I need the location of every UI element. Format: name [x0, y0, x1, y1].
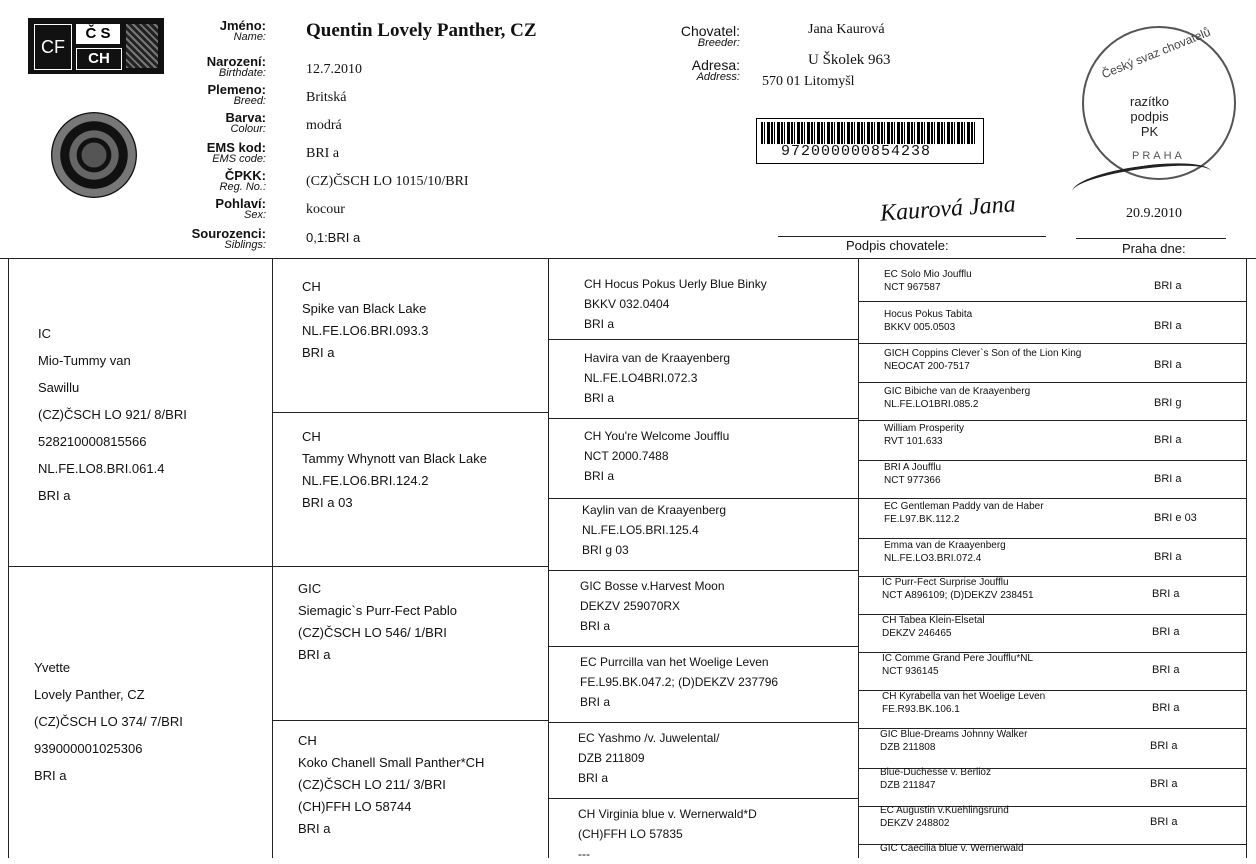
- ggg-entry: Hocus Pokus Tabita BKKV 005.0503 BRI a: [884, 309, 1182, 333]
- great-grandparent: CH Virginia blue v. Wernerwald*D (CH)FFH LO 57835 ---: [578, 807, 757, 861]
- pedigree-table: [0, 258, 1256, 861]
- stamp-city: PRAHA: [1132, 150, 1185, 162]
- sex: kocour: [306, 202, 345, 217]
- ggg-entry: Blue-Duchesse v. Berlioz DZB 211847 BRI a: [880, 767, 1178, 791]
- dam: Yvette Lovely Panther, CZ (CZ)ČSCH LO 374/ 7/BRI 939000001025306 BRI a: [34, 660, 183, 783]
- cat-name: Quentin Lovely Panther, CZ: [306, 20, 537, 41]
- reg-number: (CZ)ČSCH LO 1015/10/BRI: [306, 174, 469, 189]
- logo-ch: CH: [76, 48, 122, 70]
- great-grandparent: Havira van de Kraayenberg NL.FE.LO4BRI.072.3 BRI a: [584, 351, 731, 405]
- breed: Britská: [306, 90, 347, 105]
- ggg-entry: CH Kyrabella van het Woelige Leven FE.R93.BK.106.1 BRI a: [882, 691, 1180, 715]
- ggg-entry: EC Augustin v.Kuehlingsrund DEKZV 248802 BRI a: [880, 805, 1178, 829]
- great-grandparent: Kaylin van de Kraayenberg NL.FE.LO5.BRI.125.4 BRI g 03: [582, 503, 727, 557]
- label-birthdate: Narození: Birthdate:: [206, 54, 266, 79]
- label-siblings: Sourozenci: Siblings:: [191, 226, 266, 251]
- grandparent: CH Spike van Black Lake NL.FE.LO6.BRI.093.3 BRI a: [302, 279, 429, 360]
- breeder-label: Chovatel: Breeder:: [680, 23, 740, 49]
- ggg-entry: IC Purr-Fect Surprise Joufflu NCT A896109; (D)DEKZV 238451 BRI a: [882, 577, 1180, 601]
- issue-date: 20.9.2010: [1126, 206, 1182, 221]
- stamp-label-1: razítko: [1130, 94, 1170, 109]
- ggg-entry: William Prosperity RVT 101.633 BRI a: [884, 423, 1182, 447]
- ggg-entry: EC Solo Mio Joufflu NCT 967587 BRI a: [884, 269, 1182, 293]
- breeder-signature: Kaurová Jana: [879, 191, 1017, 227]
- ggg-entry: GIC Caecilia blue v. Wernerwald: [880, 843, 1024, 854]
- birthdate: 12.7.2010: [306, 62, 362, 77]
- ems-code: BRI a: [306, 146, 340, 161]
- great-grandparent: EC Yashmo /v. Juwelental/ DZB 211809 BRI a: [578, 731, 720, 785]
- address-label: Adresa: Address:: [691, 57, 740, 83]
- ggg-entry: GIC Bibiche van de Kraayenberg NL.FE.LO1BRI.085.2 BRI g: [884, 386, 1182, 410]
- ggg-entry: BRI A Joufflu NCT 977366 BRI a: [884, 462, 1182, 486]
- stamp: [1082, 26, 1236, 180]
- colour: modrá: [306, 118, 342, 133]
- ggg-entry: GIC Blue-Dreams Johnny Walker DZB 211808 BRI a: [880, 729, 1178, 753]
- grandparent: CH Tammy Whynott van Black Lake NL.FE.LO6.BRI.124.2 BRI a 03: [302, 429, 487, 510]
- logo-cf: CF: [34, 24, 72, 70]
- ggg-entry: EC Gentleman Paddy van de Haber FE.L97.BK.112.2 BRI e 03: [884, 501, 1197, 525]
- ggg-entry: Emma van de Kraayenberg NL.FE.LO3.BRI.072.4 BRI a: [884, 540, 1182, 564]
- breeder-signature-label: Podpis chovatele:: [846, 238, 949, 253]
- sire: IC Mio-Tummy van Sawillu (CZ)ČSCH LO 921/ 8/BRI 528210000815566 NL.FE.LO8.BRI.061.4 BRI a: [38, 326, 187, 503]
- stamp-label-2: podpis: [1130, 109, 1169, 124]
- label-regno: ČPKK: Reg. No.:: [219, 168, 266, 193]
- date-label: Praha dne:: [1122, 241, 1186, 256]
- great-grandparent: CH Hocus Pokus Uerly Blue Binky BKKV 032.0404 BRI a: [584, 277, 767, 331]
- logo-cs: Č S: [76, 24, 120, 44]
- field-labels: [116, 0, 266, 258]
- label-sex: Pohlaví: Sex:: [215, 196, 266, 221]
- great-grandparent: EC Purrcilla van het Woelige Leven FE.L95.BK.047.2; (D)DEKZV 237796 BRI a: [580, 655, 779, 709]
- grandparent: GIC Siemagic`s Purr-Fect Pablo (CZ)ČSCH LO 546/ 1/BRI BRI a: [298, 581, 457, 662]
- ggg-entry: IC Comme Grand Pere Joufflu*NL NCT 936145 BRI a: [882, 653, 1180, 677]
- address-line2: 570 01 Litomyšl: [762, 74, 855, 89]
- breeder-name: Jana Kaurová: [808, 22, 885, 37]
- barcode-number: 972000000854238: [781, 143, 932, 160]
- ggg-entry: GICH Coppins Clever`s Son of the Lion King NEOCAT 200-7517 BRI a: [884, 348, 1182, 372]
- address-line1: U Školek 963: [808, 52, 891, 68]
- label-ems: EMS kod: EMS code:: [206, 140, 266, 165]
- great-grandparent: CH You're Welcome Joufflu NCT 2000.7488 BRI a: [584, 429, 730, 483]
- label-breed: Plemeno: Breed:: [207, 82, 266, 107]
- barcode: [756, 118, 984, 164]
- header: [0, 0, 1256, 258]
- siblings: 0,1:BRI a: [306, 230, 361, 245]
- label-colour: Barva: Colour:: [225, 110, 266, 135]
- label-name: Jméno: Name:: [219, 18, 266, 43]
- great-grandparent: GIC Bosse v.Harvest Moon DEKZV 259070RX BRI a: [580, 579, 725, 633]
- barcode-bars-icon: [761, 122, 977, 144]
- grandparent: CH Koko Chanell Small Panther*CH (CZ)ČSCH LO 211/ 3/BRI (CH)FFH LO 58744 BRI a: [298, 733, 485, 836]
- ggg-entry: CH Tabea Klein-Elsetal DEKZV 246465 BRI a: [882, 615, 1180, 639]
- stamp-label-3: PK: [1140, 124, 1159, 139]
- stamp-text: Český svaz chovatelů: [1099, 24, 1213, 82]
